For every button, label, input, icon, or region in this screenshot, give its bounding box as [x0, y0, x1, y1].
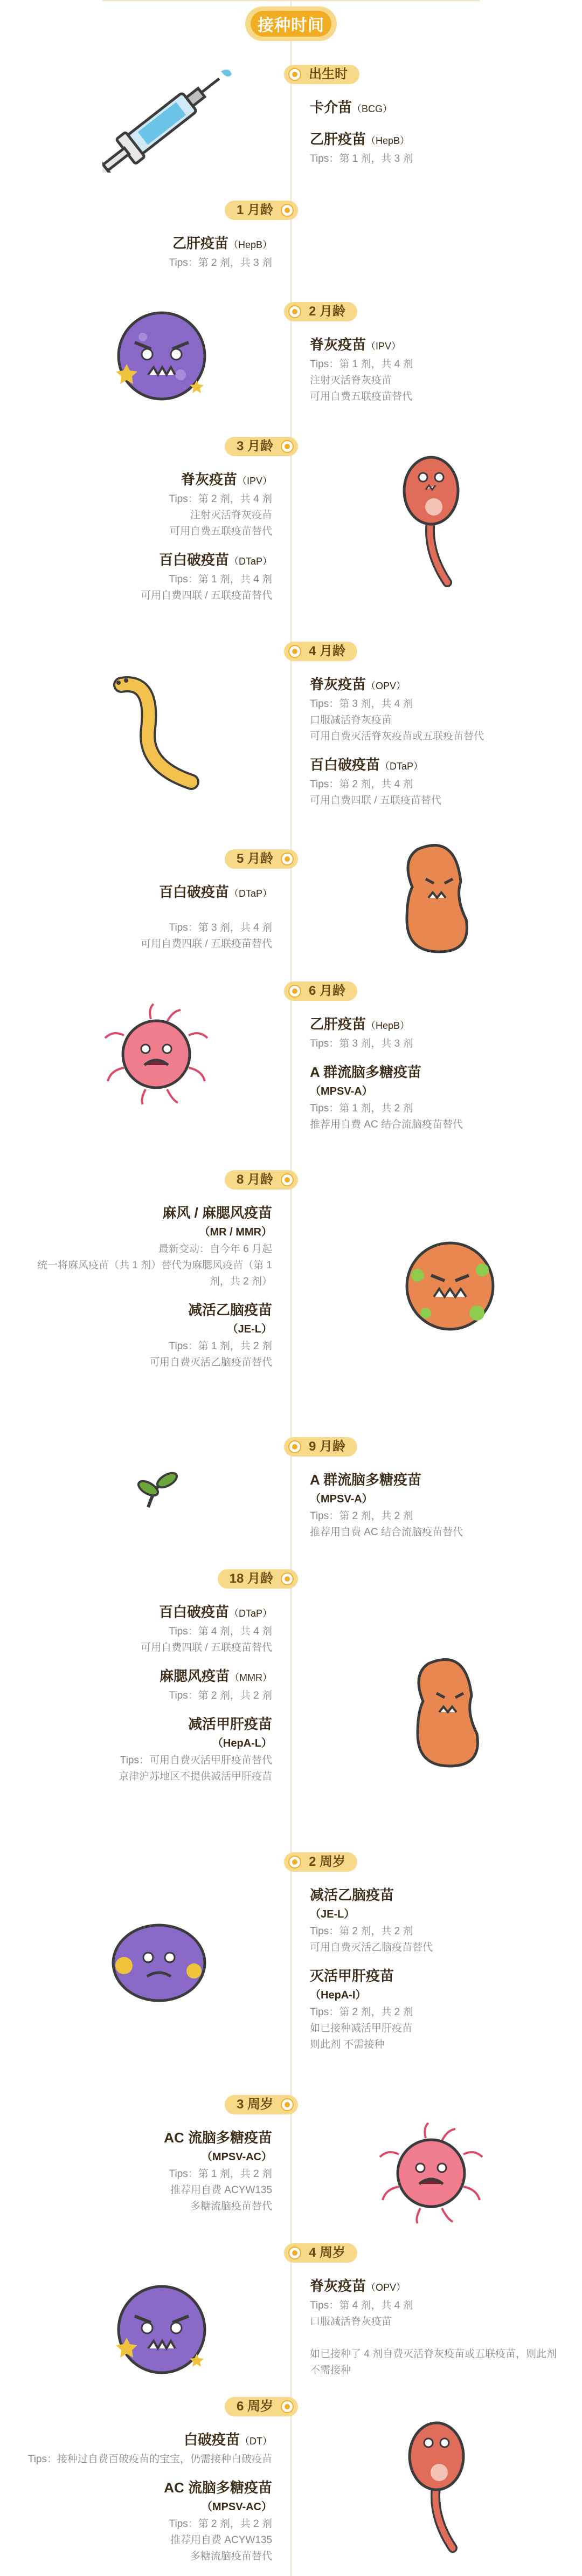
- vaccine-note: 口服减活脊灰疫苗: [310, 715, 392, 726]
- timeline-dot-icon: [281, 2400, 294, 2413]
- vaccine-note: Tips：第 4 剂，共 4 剂: [310, 2300, 413, 2311]
- vaccine-name: [310, 129, 563, 151]
- vaccine-name: [310, 2276, 563, 2298]
- vaccine-block: [310, 674, 563, 809]
- vaccine-block: [310, 1014, 563, 1133]
- vaccine-abbr: （OPV）: [366, 681, 406, 691]
- section-label-text: 2 月龄: [309, 304, 346, 319]
- pink-spiky-germ-icon-2: [377, 2122, 485, 2224]
- vaccine-note: Tips：第 2 剂，共 2 剂: [310, 1510, 413, 1522]
- vaccine-block: [310, 334, 563, 405]
- section-label: [225, 2397, 298, 2416]
- vaccine-name: [310, 1885, 563, 1905]
- vaccine-abbr: （HepB）: [366, 135, 410, 146]
- vaccine-name: [310, 97, 563, 119]
- vaccine-note: 可用自费五联疫苗替代: [310, 391, 413, 402]
- vaccine-note: 如已接种了 4 剂自费灭活脊灰疫苗或五联疫苗，则此剂: [310, 2348, 557, 2360]
- vaccine-name: [310, 334, 563, 356]
- vaccine-note: Tips：第 1 剂，共 4 剂: [310, 359, 413, 370]
- vaccine-note: 最新变动：自今年 6 月起: [158, 1244, 272, 1255]
- section-label: [225, 437, 298, 456]
- timeline-dot-icon: [288, 985, 301, 998]
- section-label: [225, 1170, 298, 1190]
- section-label-text: 出生时: [309, 67, 348, 81]
- section-label-text: 1 月龄: [236, 203, 273, 217]
- vaccine-abbr: （DT）: [240, 2436, 272, 2447]
- vaccine-name-text: 百白破疫苗: [158, 1604, 229, 1620]
- section-label: [284, 642, 357, 661]
- section-label: [225, 2095, 298, 2114]
- vaccine-note: （MPSV-A）: [310, 1493, 373, 1505]
- vaccine-note: [310, 2330, 563, 2346]
- timeline-dot-icon: [288, 305, 301, 318]
- vaccine-note: Tips：第 3 剂，共 4 剂: [310, 698, 413, 710]
- vaccine-note: 可用自费四联 / 五联疫苗替代: [141, 1642, 272, 1653]
- section-label-text: 5 月龄: [236, 851, 273, 866]
- vaccine-abbr: （HepB）: [228, 239, 272, 250]
- vaccine-name-text: 百白破疫苗: [158, 884, 229, 900]
- vaccine-name: [19, 882, 272, 904]
- vaccine-name-text: 乙肝疫苗: [172, 235, 228, 251]
- vaccine-note: 多糖流脑疫苗替代: [190, 2201, 272, 2212]
- vaccine-name-text: 百白破疫苗: [158, 552, 229, 568]
- vaccine-note: Tips：第 2 剂，共 2 剂: [169, 1690, 272, 1701]
- vaccine-note: 推荐用自费 ACYW135: [170, 2534, 272, 2546]
- timeline-dot-icon: [288, 68, 301, 81]
- vaccine-note: 推荐用自费 AC 结合流脑疫苗替代: [310, 1527, 463, 1538]
- vaccine-note: 可用自费灭活乙脑疫苗替代: [149, 1357, 272, 1368]
- vaccine-name-text: 乙肝疫苗: [310, 1016, 366, 1032]
- vaccine-note: 京津沪苏地区不提供减活甲肝疫苗: [118, 1771, 272, 1782]
- purple-germ-icon-2: [110, 2278, 213, 2381]
- vaccine-name: [19, 233, 272, 255]
- vaccine-abbr: （DTaP）: [228, 888, 272, 899]
- vaccine-note: Tips：第 2 剂，共 2 剂: [310, 1926, 413, 1937]
- vaccine-note: Tips：第 1 剂，共 3 剂: [310, 153, 413, 164]
- page-title-text: 接种时间: [251, 11, 331, 37]
- vaccine-block: [310, 1885, 563, 2053]
- vaccine-abbr: （DTaP）: [228, 556, 272, 567]
- vaccine-note: Tips：第 1 剂，共 2 剂: [169, 2168, 272, 2180]
- vaccine-name-text: A 群流脑多糖疫苗: [310, 1064, 422, 1080]
- vaccine-note: 统一将麻风疫苗（共 1 剂）替代为麻腮风疫苗（第 1 剂，共 2 剂）: [37, 1260, 272, 1287]
- section-label-text: 18 月龄: [229, 1571, 273, 1586]
- orange-bean-germ-icon-2: [407, 1650, 488, 1774]
- vaccine-note: （MR / MMR）: [199, 1226, 272, 1238]
- vaccine-name: [19, 1666, 272, 1688]
- vaccine-abbr: （IPV）: [237, 476, 272, 486]
- vaccine-name-text: 减活乙脑疫苗: [310, 1887, 394, 1903]
- section-label-text: 3 月龄: [236, 439, 273, 454]
- orange-fuzzy-germ-icon: [396, 1232, 504, 1340]
- vaccine-abbr: （OPV）: [366, 2282, 406, 2293]
- vaccine-note: Tips：第 1 剂，共 2 剂: [169, 1341, 272, 1352]
- section-label: [284, 1852, 357, 1872]
- section-label: [225, 201, 298, 220]
- page-title: [245, 6, 337, 41]
- section-label-text: 3 周岁: [236, 2097, 273, 2112]
- vaccine-note: （MPSV-AC）: [201, 2151, 272, 2163]
- timeline-dot-icon: [281, 204, 294, 217]
- timeline-line: [290, 0, 292, 2576]
- section-label-text: 4 月龄: [309, 644, 346, 658]
- vaccine-name-text: 麻风 / 麻腮风疫苗: [162, 1205, 272, 1221]
- red-tadpole-germ-icon-2: [404, 2419, 480, 2553]
- section-label-text: 6 周岁: [236, 2399, 273, 2414]
- vaccine-block: [310, 97, 563, 167]
- vaccine-note: Tips：第 4 剂，共 4 剂: [169, 1626, 272, 1637]
- vaccine-name-text: 卡介苗: [310, 99, 352, 115]
- vaccine-note: 可用自费四联 / 五联疫苗替代: [310, 795, 441, 806]
- vaccine-name-text: 麻腮风疫苗: [159, 1668, 230, 1684]
- vaccine-note: 多糖流脑疫苗替代: [190, 2551, 272, 2562]
- vaccine-block: [19, 2127, 272, 2215]
- vaccine-name-text: 脊灰疫苗: [181, 471, 237, 487]
- vaccine-note: 推荐用自费 ACYW135: [170, 2185, 272, 2196]
- pink-spiky-germ-icon: [102, 1003, 210, 1105]
- timeline-dot-icon: [281, 1173, 294, 1186]
- section-label: [284, 1437, 357, 1457]
- vaccine-note: 注射灭活脊灰疫苗: [190, 510, 272, 521]
- vaccine-note: 则此剂 不需接种: [310, 2039, 385, 2050]
- vaccine-abbr: （IPV）: [366, 341, 401, 352]
- timeline-dot-icon: [281, 853, 294, 865]
- section-label-text: 2 周岁: [309, 1854, 346, 1869]
- vaccine-note: Tips：第 2 剂，共 4 剂: [169, 493, 272, 505]
- vaccine-note: 可用自费四联 / 五联疫苗替代: [141, 938, 272, 950]
- vaccine-note: （JE-L）: [310, 1908, 355, 1920]
- vaccine-block: [19, 1602, 272, 1785]
- vaccine-name: [310, 754, 563, 777]
- vaccine-name: [19, 2429, 272, 2451]
- vaccine-name: [310, 1062, 563, 1082]
- vaccine-note: Tips：第 3 剂，共 3 剂: [310, 1038, 413, 1049]
- vaccine-name-text: 灭活甲肝疫苗: [310, 1968, 394, 1984]
- vaccine-name: [19, 1300, 272, 1320]
- vaccine-note: Tips：第 2 剂，共 4 剂: [310, 779, 413, 790]
- vaccine-block: [310, 1469, 563, 1541]
- vaccine-note: Tips：接种过自费百破疫苗的宝宝，仍需接种白破疫苗: [27, 2454, 272, 2465]
- vaccine-name: [310, 1469, 563, 1490]
- vaccine-note: 如已接种减活甲肝疫苗: [310, 2023, 413, 2034]
- vaccine-note: （HepA-I）: [310, 1989, 366, 2001]
- vaccine-block: [19, 2429, 272, 2565]
- vaccine-abbr: （HepB）: [366, 1020, 410, 1031]
- vaccine-abbr: （DTaP）: [228, 1608, 272, 1619]
- vaccine-name: [19, 469, 272, 491]
- vaccine-block: [19, 1203, 272, 1371]
- section-label: [284, 981, 357, 1001]
- purple-blob-germ-icon: [105, 1917, 213, 2009]
- vaccine-abbr: （DTaP）: [380, 761, 424, 772]
- syringe-icon: [102, 59, 237, 173]
- timeline-dot-icon: [281, 2098, 294, 2111]
- vaccine-name-text: 白破疫苗: [183, 2431, 240, 2448]
- vaccine-block: [19, 469, 272, 604]
- timeline-dot-icon: [281, 1572, 294, 1585]
- vaccine-note: 不需接种: [310, 2365, 351, 2376]
- vaccine-note: [19, 904, 272, 920]
- vaccine-note: Tips：第 3 剂，共 4 剂: [169, 922, 272, 933]
- vaccine-block: [19, 233, 272, 271]
- vaccine-note: 可用自费五联疫苗替代: [169, 526, 272, 537]
- vaccine-name: [19, 2127, 272, 2148]
- vaccine-note: 口服减活脊灰疫苗: [310, 2316, 392, 2327]
- section-label: [225, 849, 298, 869]
- vaccine-note: Tips：第 2 剂，共 3 剂: [169, 257, 272, 269]
- vaccine-note: （HepA-L）: [212, 1737, 272, 1749]
- vaccine-name: [19, 1203, 272, 1223]
- vaccine-note: （JE-L）: [227, 1323, 272, 1335]
- vaccine-note: 推荐用自费 AC 结合流脑疫苗替代: [310, 1119, 463, 1130]
- vaccine-note: Tips：第 2 剂，共 2 剂: [310, 2007, 413, 2018]
- section-label: [284, 302, 357, 321]
- vaccine-note: （MPSV-AC）: [201, 2501, 272, 2513]
- vaccine-name-text: 乙肝疫苗: [310, 131, 366, 147]
- timeline-dot-icon: [288, 1856, 301, 1869]
- timeline-dot-icon: [288, 2247, 301, 2259]
- section-label-text: 4 周岁: [309, 2245, 346, 2260]
- timeline-dot-icon: [288, 645, 301, 658]
- yellow-worm-icon: [108, 669, 205, 793]
- section-label: [284, 65, 359, 84]
- vaccine-name: [19, 2477, 272, 2498]
- vaccine-name-text: 脊灰疫苗: [310, 2278, 366, 2294]
- vaccine-note: 注射灭活脊灰疫苗: [310, 375, 392, 386]
- sprout-icon: [132, 1464, 181, 1513]
- vaccine-name: [310, 674, 563, 696]
- vaccine-note: 可用自费灭活乙脑疫苗替代: [310, 1942, 433, 1953]
- section-label: [218, 1569, 298, 1589]
- vaccine-name-text: 减活乙脑疫苗: [188, 1302, 272, 1318]
- orange-bean-germ-icon: [396, 839, 477, 957]
- vaccine-name: [310, 1014, 563, 1036]
- section-label-text: 8 月龄: [236, 1172, 273, 1187]
- vaccine-note: Tips：第 2 剂，共 2 剂: [169, 2518, 272, 2530]
- vaccine-name: [19, 1714, 272, 1734]
- vaccine-note: 可用自费四联 / 五联疫苗替代: [141, 590, 272, 601]
- vaccine-note: Tips：可用自费灭活甲肝疫苗替代: [120, 1755, 272, 1766]
- purple-germ-icon: [110, 305, 213, 407]
- vaccine-name-text: 脊灰疫苗: [310, 336, 366, 353]
- vaccine-block: [19, 882, 272, 952]
- vaccine-name: [19, 549, 272, 572]
- vaccine-name-text: 百白破疫苗: [310, 757, 380, 773]
- red-tadpole-germ-icon: [399, 453, 474, 588]
- vaccine-name-text: AC 流脑多糖疫苗: [164, 2130, 272, 2146]
- vaccine-name: [310, 1966, 563, 1986]
- vaccine-name-text: A 群流脑多糖疫苗: [310, 1472, 422, 1488]
- section-label-text: 6 月龄: [309, 984, 346, 998]
- vaccine-abbr: （MMR）: [230, 1672, 272, 1683]
- vaccine-note: Tips：第 1 剂，共 2 剂: [310, 1103, 413, 1114]
- vaccine-abbr: （BCG）: [352, 104, 393, 114]
- vaccine-name-text: 减活甲肝疫苗: [188, 1716, 272, 1732]
- timeline-dot-icon: [281, 440, 294, 453]
- section-label-text: 9 月龄: [309, 1439, 346, 1454]
- vaccine-name: [19, 1602, 272, 1624]
- timeline-dot-icon: [288, 1440, 301, 1453]
- section-label: [284, 2243, 357, 2263]
- vaccine-name-text: 脊灰疫苗: [310, 676, 366, 692]
- vaccine-block: [310, 2276, 563, 2379]
- vaccine-name-text: AC 流脑多糖疫苗: [164, 2479, 272, 2496]
- vaccine-note: 可用自费灭活脊灰疫苗或五联疫苗替代: [310, 731, 484, 742]
- vaccine-note: Tips：第 1 剂，共 4 剂: [169, 574, 272, 585]
- vaccine-note: （MPSV-A）: [310, 1086, 373, 1097]
